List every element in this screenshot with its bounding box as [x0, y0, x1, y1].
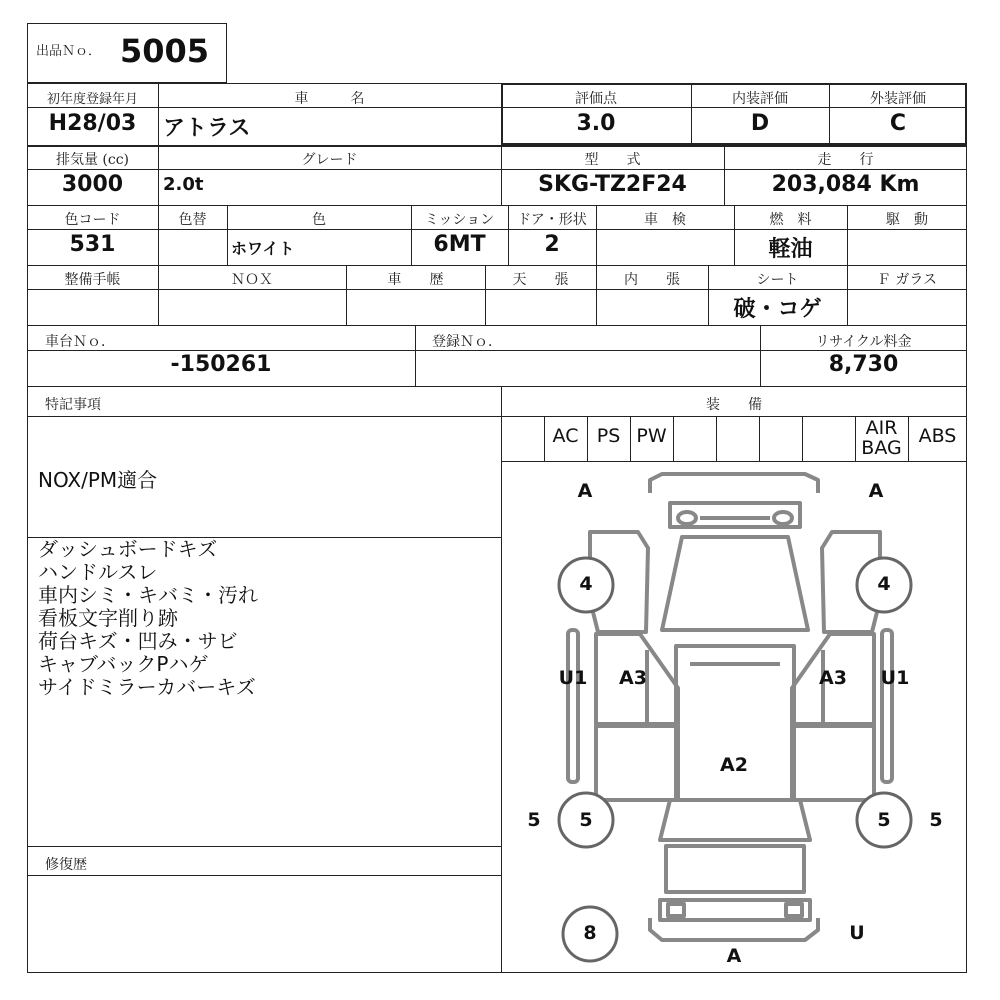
equipment-airbag: AIR BAG	[861, 417, 902, 459]
exterior-label: 外装評価	[870, 91, 926, 107]
recycle-value: 8,730	[828, 352, 899, 377]
mileage-value: 203,084 Km	[771, 172, 920, 197]
history-label: 車 歴	[387, 272, 444, 288]
colorcode-value: 531	[69, 232, 116, 257]
fuel-label: 燃 料	[769, 212, 812, 228]
mark-outer-l5: 5	[527, 809, 541, 831]
equipment-pw: PW	[636, 425, 667, 447]
door-label: ドア・形状	[517, 212, 587, 228]
mission-value: 6MT	[433, 232, 486, 257]
exterior-value: C	[889, 111, 907, 136]
lot-number: 5005	[120, 32, 210, 70]
nox-label: ＮＯＸ	[231, 272, 273, 288]
interior-value: D	[750, 111, 770, 136]
seat-label: シート	[756, 272, 799, 288]
cc-label: 排気量 (cc)	[55, 152, 130, 168]
notes-top: NOX/PM適合	[38, 468, 158, 492]
model-label: 型 式	[584, 152, 641, 168]
inner-label: 内 張	[624, 272, 680, 288]
equipment-ac: AC	[552, 425, 579, 447]
inspection-label: 車 検	[644, 212, 686, 228]
repair-label: 修復歴	[45, 857, 87, 873]
glass-label: Ｆ ガラス	[876, 272, 938, 288]
notes-label: 特記事項	[45, 397, 101, 413]
grade-value: 2.0t	[163, 174, 204, 195]
mark-side-r-u: U1	[880, 667, 910, 689]
color-value: ホワイト	[231, 239, 295, 258]
mark-side-r-a: A3	[819, 667, 847, 689]
recycle-label: リサイクル料金	[815, 334, 912, 350]
mark-wheel-fl: 4	[579, 573, 593, 595]
drive-label: 駆 動	[886, 212, 928, 228]
name-value: アトラス	[163, 116, 251, 141]
year-label: 初年度登録年月	[46, 92, 138, 107]
name-label: 車 名	[294, 91, 365, 107]
chassis-label: 車台Ｎｏ．	[45, 334, 115, 350]
year-value: H28/03	[48, 111, 137, 136]
mark-spare: 8	[583, 922, 597, 944]
recolor-label: 色替	[178, 212, 207, 228]
lot-label: 出品Ｎｏ．	[36, 44, 102, 59]
mark-wheel-rl: 5	[579, 809, 593, 831]
cc-value: 3000	[61, 172, 124, 197]
mileage-label: 走 行	[817, 152, 874, 168]
maint-label: 整備手帳	[64, 272, 121, 288]
equipment-ps: PS	[596, 425, 621, 447]
mark-wheel-rr: 5	[877, 809, 891, 831]
mark-outer-r5: 5	[929, 809, 943, 831]
chassis-value: -150261	[170, 352, 272, 377]
color-label: 色	[312, 212, 326, 228]
roof-label: 天 張	[512, 272, 569, 288]
grade-label: グレード	[301, 152, 358, 168]
model-value: SKG-TZ2F24	[538, 172, 687, 197]
seat-value: 破・コゲ	[733, 297, 822, 322]
interior-label: 内装評価	[732, 91, 788, 107]
mark-wheel-fr: 4	[877, 573, 891, 595]
mark-front-right: A	[868, 480, 884, 502]
mark-side-l-u: U1	[558, 667, 588, 689]
mark-rear-u: U	[849, 922, 865, 944]
reg-label: 登録Ｎｏ．	[432, 334, 502, 350]
mark-rear-a: A	[726, 945, 742, 967]
mark-side-l-a: A3	[619, 667, 647, 689]
mission-label: ミッション	[424, 212, 495, 228]
score-label: 評価点	[575, 91, 617, 107]
equipment-abs: ABS	[918, 425, 957, 447]
score-value: 3.0	[576, 111, 616, 136]
mark-front-left: A	[577, 480, 593, 502]
mark-bed: A2	[720, 754, 748, 776]
colorcode-label: 色コード	[64, 212, 121, 228]
equipment-label: 装 備	[706, 397, 762, 413]
door-value: 2	[544, 232, 560, 257]
fuel-value: 軽油	[768, 237, 813, 262]
notes-lines: ダッシュボードキズ ハンドルスレ 車内シミ・キバミ・汚れ 看板文字削り跡 荷台キズ・凹み・サビ キャブバックPハゲ サイドミラーカバーキズ	[38, 537, 258, 699]
